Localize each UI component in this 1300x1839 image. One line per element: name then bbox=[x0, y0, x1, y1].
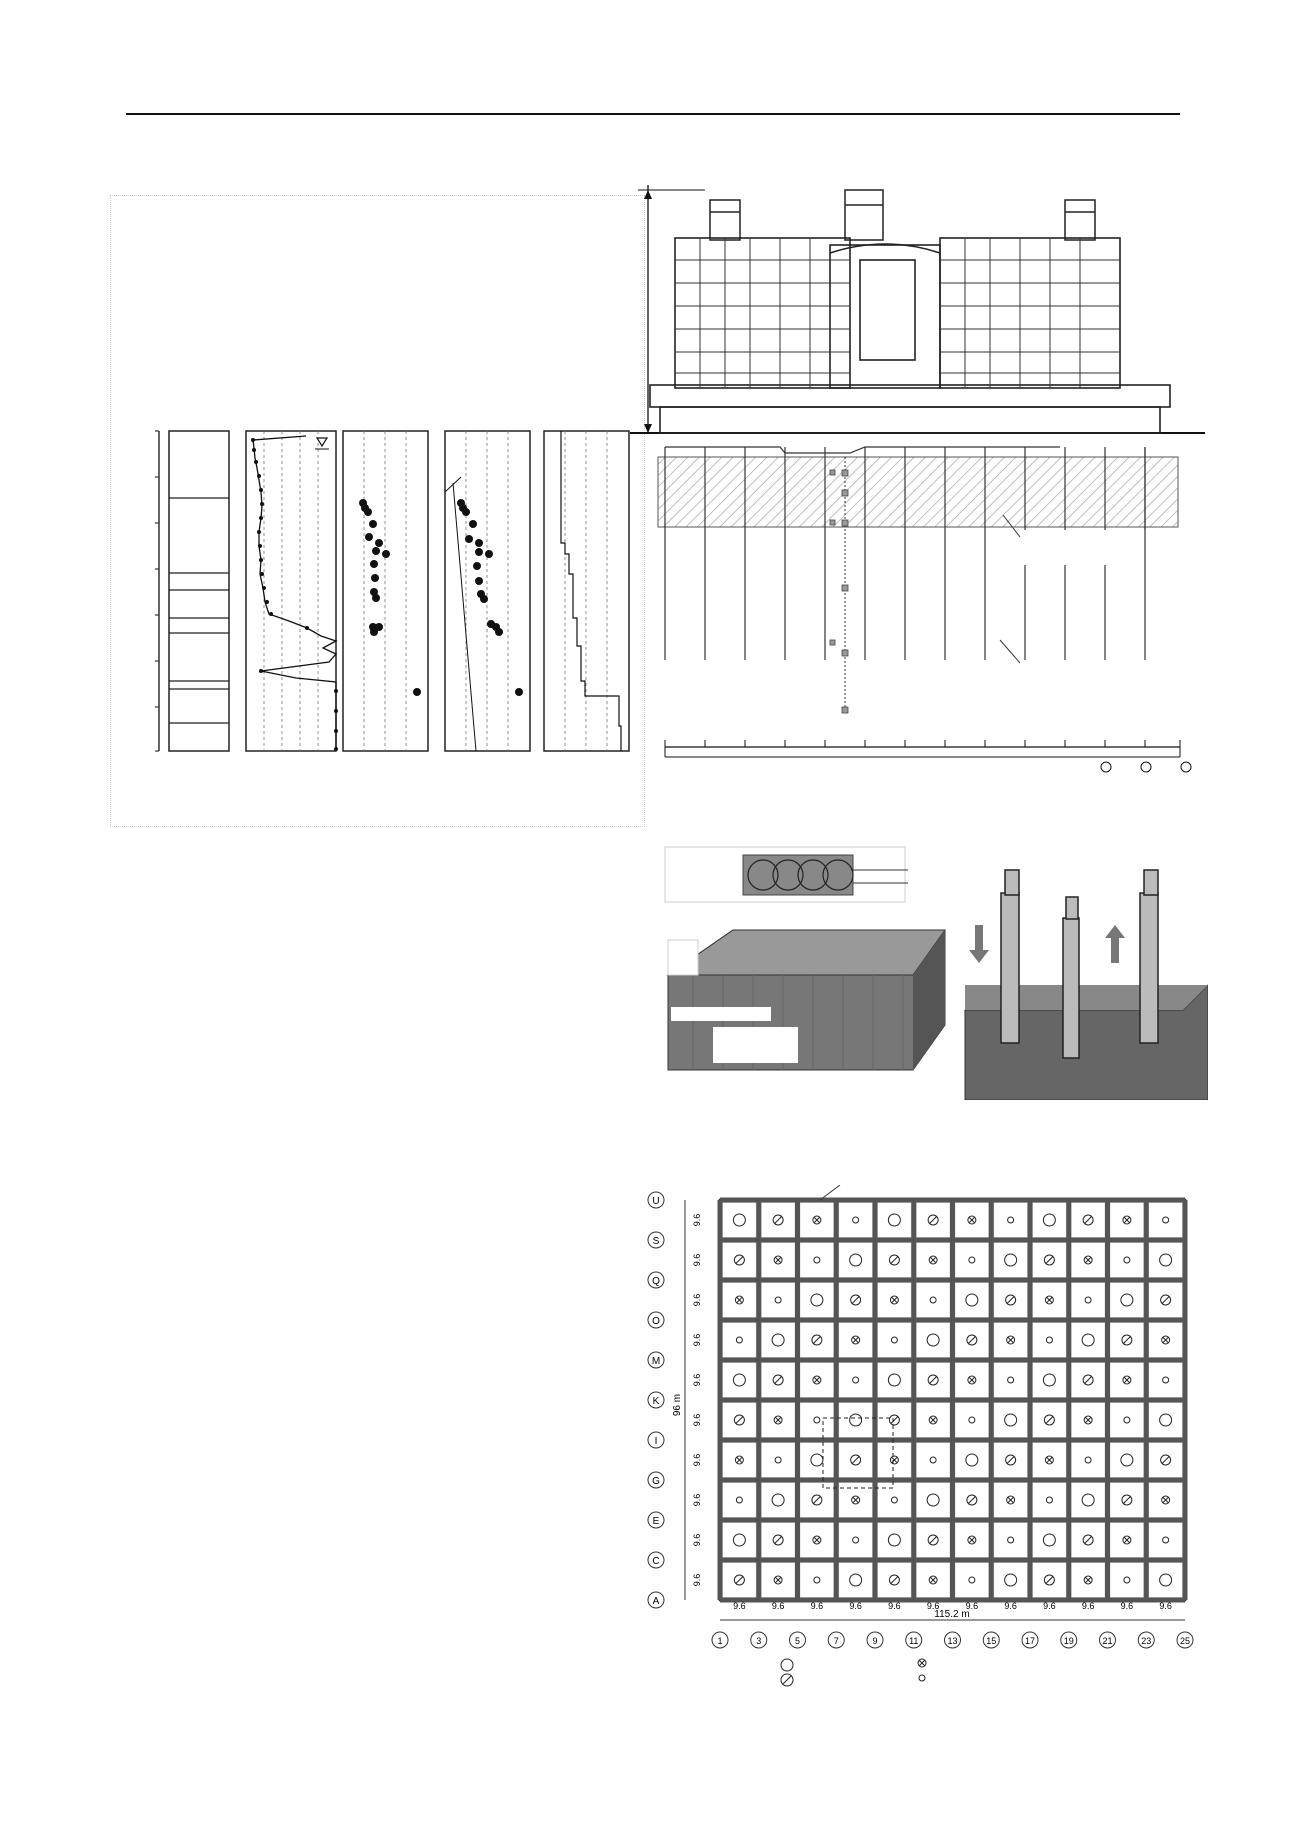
plan-cell bbox=[762, 1283, 795, 1317]
col-spacing: 9.6 bbox=[888, 1601, 901, 1611]
plan-cell bbox=[762, 1483, 795, 1517]
height-dimension: 96 m bbox=[672, 1393, 683, 1417]
row-spacing: 9.6 bbox=[692, 1293, 702, 1307]
plan-cell bbox=[1072, 1483, 1105, 1517]
col-label-3: 3 bbox=[756, 1636, 762, 1646]
plan-cell bbox=[839, 1403, 872, 1437]
plan-cell bbox=[878, 1523, 911, 1557]
plan-cell bbox=[1111, 1243, 1144, 1277]
plan-cell bbox=[1072, 1323, 1105, 1357]
plan-cell bbox=[994, 1363, 1027, 1397]
col-spacing: 9.6 bbox=[733, 1601, 746, 1611]
col-label-13: 13 bbox=[947, 1636, 958, 1646]
col-label-23: 23 bbox=[1141, 1636, 1152, 1646]
plan-cell bbox=[917, 1283, 950, 1317]
plan-cell bbox=[839, 1363, 872, 1397]
building-section-figure bbox=[620, 185, 1205, 775]
row-label-E: E bbox=[652, 1516, 660, 1527]
col-spacing: 9.6 bbox=[1043, 1601, 1056, 1611]
row-label-U: U bbox=[652, 1196, 660, 1207]
vs-column bbox=[343, 431, 428, 751]
plan-cell bbox=[994, 1403, 1027, 1437]
col-spacing: 9.6 bbox=[1159, 1601, 1172, 1611]
row-spacing: 9.6 bbox=[692, 1373, 702, 1387]
plan-cell bbox=[956, 1563, 989, 1597]
plan-cell bbox=[1111, 1283, 1144, 1317]
plan-cell bbox=[956, 1403, 989, 1437]
plan-cell bbox=[1149, 1523, 1182, 1557]
col-label-17: 17 bbox=[1024, 1636, 1036, 1646]
plan-cell bbox=[1149, 1403, 1182, 1437]
col-spacing: 9.6 bbox=[810, 1601, 824, 1611]
col-label-7: 7 bbox=[833, 1636, 839, 1646]
plan-cell bbox=[1033, 1323, 1066, 1357]
plan-cell bbox=[1111, 1563, 1144, 1597]
col-label-19: 19 bbox=[1063, 1636, 1074, 1646]
row-spacing: 9.6 bbox=[692, 1453, 702, 1467]
plan-cell bbox=[801, 1563, 834, 1597]
plan-cell bbox=[878, 1323, 911, 1357]
wall-construction-figure bbox=[663, 845, 1208, 1100]
row-label-M: M bbox=[651, 1356, 661, 1367]
plan-cell bbox=[1033, 1203, 1066, 1237]
col-label-5: 5 bbox=[794, 1636, 801, 1646]
plan-cell bbox=[1033, 1483, 1066, 1517]
col-spacing: 9.6 bbox=[1004, 1601, 1017, 1611]
plan-cell bbox=[1033, 1523, 1066, 1557]
plan-cell bbox=[1149, 1563, 1182, 1597]
row-spacing: 9.6 bbox=[692, 1413, 702, 1427]
wall-construction-drawing bbox=[663, 845, 1208, 1100]
plan-cell bbox=[723, 1363, 756, 1397]
row-spacing: 9.6 bbox=[692, 1573, 702, 1587]
col-label-21: 21 bbox=[1102, 1636, 1113, 1646]
plan-cell bbox=[839, 1523, 872, 1557]
plan-cell bbox=[994, 1243, 1027, 1277]
large-circle-icon bbox=[781, 1659, 793, 1671]
strata-column bbox=[169, 431, 229, 751]
down-arrow-icon bbox=[969, 925, 989, 963]
foundation-plan-figure bbox=[640, 1185, 1205, 1690]
page-header-rule bbox=[126, 113, 1180, 115]
plan-legend bbox=[781, 1659, 926, 1686]
plan-cell bbox=[1111, 1443, 1144, 1477]
row-spacing: 9.6 bbox=[692, 1253, 702, 1267]
row-label-O: O bbox=[652, 1316, 660, 1327]
row-spacing: 9.6 bbox=[692, 1333, 702, 1347]
plan-cell bbox=[839, 1203, 872, 1237]
plan-cell bbox=[956, 1443, 989, 1477]
col-spacing: 9.6 bbox=[1081, 1601, 1095, 1611]
plan-cell bbox=[723, 1483, 756, 1517]
plan-cell bbox=[723, 1203, 756, 1237]
col-spacing: 9.6 bbox=[926, 1601, 940, 1611]
plan-cell bbox=[1072, 1443, 1105, 1477]
row-label-G: G bbox=[652, 1476, 660, 1487]
plan-cell bbox=[1149, 1363, 1182, 1397]
width-dimension: 115.2 m bbox=[934, 1609, 970, 1620]
column-labels bbox=[712, 1632, 1193, 1648]
col-label-9: 9 bbox=[872, 1636, 878, 1646]
water-table-icon bbox=[317, 438, 327, 446]
col-spacing: 9.6 bbox=[1120, 1601, 1134, 1611]
plan-cell bbox=[994, 1523, 1027, 1557]
plan-cell bbox=[956, 1243, 989, 1277]
plan-cell bbox=[917, 1443, 950, 1477]
col-spacing: 9.6 bbox=[849, 1601, 862, 1611]
plan-cell bbox=[1111, 1403, 1144, 1437]
plan-cell bbox=[917, 1483, 950, 1517]
col-label-1: 1 bbox=[717, 1636, 723, 1646]
plan-cell bbox=[723, 1523, 756, 1557]
row-spacing: 9.6 bbox=[692, 1533, 702, 1547]
plan-cell bbox=[1149, 1243, 1182, 1277]
plan-cell bbox=[1033, 1363, 1066, 1397]
plan-cell bbox=[878, 1363, 911, 1397]
col-spacing: 9.6 bbox=[771, 1601, 785, 1611]
col-label-11: 11 bbox=[909, 1636, 919, 1646]
small-circle-icon bbox=[919, 1675, 925, 1681]
col-label-15: 15 bbox=[986, 1636, 997, 1646]
row-spacing: 9.6 bbox=[692, 1493, 702, 1507]
plan-cell bbox=[994, 1203, 1027, 1237]
row-label-C: C bbox=[652, 1556, 660, 1567]
plan-cell bbox=[801, 1243, 834, 1277]
plan-cell bbox=[801, 1403, 834, 1437]
row-label-S: S bbox=[652, 1236, 660, 1247]
n-value-column bbox=[246, 431, 338, 751]
plan-cell bbox=[839, 1243, 872, 1277]
plan-cell bbox=[994, 1563, 1027, 1597]
row-label-K: K bbox=[652, 1396, 660, 1407]
soil-profile-drawing bbox=[111, 196, 646, 828]
up-arrow-icon bbox=[1105, 925, 1125, 963]
plan-cell bbox=[762, 1323, 795, 1357]
circle-outline-icon bbox=[1101, 762, 1191, 772]
row-spacing: 9.6 bbox=[692, 1213, 702, 1227]
plan-cell bbox=[917, 1323, 950, 1357]
plan-cell bbox=[762, 1443, 795, 1477]
plan-cell bbox=[801, 1283, 834, 1317]
row-label-Q: Q bbox=[652, 1276, 660, 1287]
plan-cell bbox=[801, 1443, 834, 1477]
row-label-A: A bbox=[652, 1596, 660, 1607]
plan-cell bbox=[878, 1203, 911, 1237]
building-section-drawing bbox=[620, 185, 1205, 775]
col-spacing: 9.6 bbox=[965, 1601, 979, 1611]
vs-trend-column bbox=[445, 431, 530, 751]
plan-cell bbox=[1149, 1203, 1182, 1237]
step-profile-column bbox=[544, 431, 629, 751]
soil-profile-figure bbox=[110, 195, 645, 827]
plan-cell bbox=[839, 1563, 872, 1597]
plan-cell bbox=[956, 1283, 989, 1317]
foundation-plan-drawing bbox=[640, 1185, 1205, 1690]
row-label-I: I bbox=[654, 1436, 658, 1447]
plan-cell bbox=[1072, 1283, 1105, 1317]
plan-cell bbox=[723, 1323, 756, 1357]
col-label-25: 25 bbox=[1179, 1636, 1191, 1646]
